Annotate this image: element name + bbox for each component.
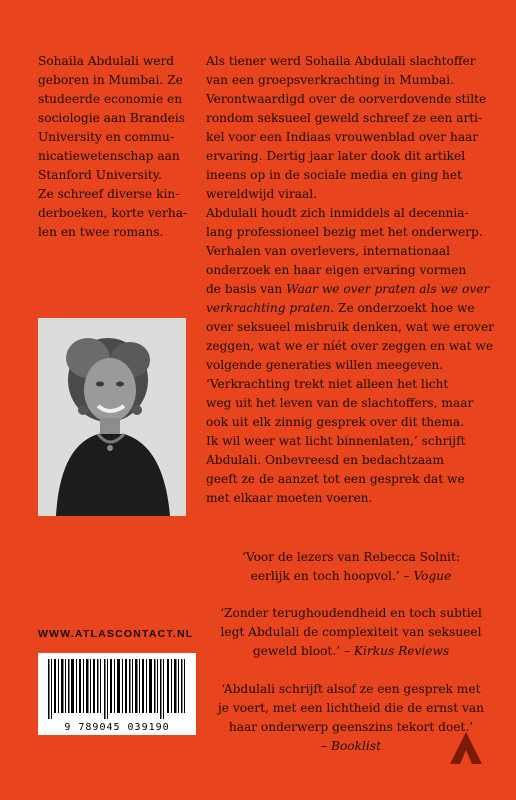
blurb-line: ervaring. Dertig jaar later dook dit artikel xyxy=(206,149,466,163)
blurb-line: ineens op in de sociale media en ging het xyxy=(206,168,462,182)
blurb-line: kel voor een Indiaas vrouwenblad over haar xyxy=(206,130,479,144)
blurb-line: over seksueel misbruik denken, wat we erover xyxy=(206,320,494,334)
blurb-line: weg uit het leven van de slachtoffers, maar xyxy=(206,396,474,410)
blurb-line: wereldwijd viraal. xyxy=(206,187,318,201)
bio-line: Ze schreef diverse kin- xyxy=(38,187,180,201)
blurb-line: . Ze onderzoekt hoe we xyxy=(330,301,475,315)
quote-line: haar onderwerp geenszins tekort doet.’ xyxy=(228,720,474,734)
bio-line: nicatiewetenschap aan xyxy=(38,149,180,163)
quote-line: ‘Voor de lezers van Rebecca Solnit: xyxy=(242,550,460,564)
quote-line: – xyxy=(321,739,331,753)
barcode xyxy=(38,653,196,735)
blurb-line: onderzoek en haar eigen ervaring vormen xyxy=(206,263,467,277)
book-title: verkrachting praten xyxy=(206,301,331,315)
blurb-line: ook uit elk zinnig gesprek over dit thema. xyxy=(206,415,465,429)
quote-line: geweld bloot.’ – xyxy=(252,644,354,658)
quote-source: Kirkus Reviews xyxy=(353,644,450,658)
quote-source: Vogue xyxy=(413,569,452,583)
review-quote xyxy=(206,548,496,586)
publisher-website[interactable]: WWW.ATLASCONTACT.NL xyxy=(38,628,194,640)
quote-line: eerlijk en toch hoopvol.’ – xyxy=(250,569,414,583)
blurb-line: volgende generaties willen meegeven. xyxy=(206,358,444,372)
quote-source: Booklist xyxy=(331,739,381,753)
blurb-line: ‘Verkrachting trekt niet alleen het licht xyxy=(206,377,449,391)
blurb-line: van een groepsverkrachting in Mumbai. xyxy=(206,73,454,87)
atlas-contact-logo-icon xyxy=(448,730,484,766)
author-bio xyxy=(38,52,198,242)
blurb-line: de basis van xyxy=(206,282,287,296)
blurb xyxy=(206,52,496,508)
isbn-number: 9 789045 039190 xyxy=(64,722,170,733)
blurb-text xyxy=(206,52,496,508)
bio-line: derboeken, korte verha- xyxy=(38,206,188,220)
bio-line: Sohaila Abdulali werd xyxy=(38,54,175,68)
blurb-line: rondom seksueel geweld schreef ze een arti- xyxy=(206,111,483,125)
blurb-line: Abdulali. Onbevreesd en bedachtzaam xyxy=(206,453,444,467)
blurb-line: Abdulali houdt zich inmiddels al decennia- xyxy=(206,206,469,220)
book-title: Waar we over praten als we over xyxy=(286,282,490,296)
bio-line: Stanford University. xyxy=(38,168,162,182)
bio-line: geboren in Mumbai. Ze xyxy=(38,73,183,87)
bio-line: len en twee romans. xyxy=(38,225,164,239)
author-portrait-icon xyxy=(38,318,186,516)
bio-line: studeerde economie en xyxy=(38,92,183,106)
bio-line: sociologie aan Brandeis xyxy=(38,111,185,125)
bio-text xyxy=(38,52,198,242)
quote-line: ‘Abdulali schrijft alsof ze een gesprek met xyxy=(221,682,481,696)
quote-line: legt Abdulali de complexiteit van seksueel xyxy=(220,625,482,639)
blurb-line: zeggen, wat we er níét over zeggen en wat we xyxy=(206,339,494,353)
quote-line: ‘Zonder terughoudendheid en toch subtiel xyxy=(220,606,482,620)
quote-line: je voert, met een lichtheid die de ernst van xyxy=(217,701,485,715)
bio-line: University en commu- xyxy=(38,130,174,144)
blurb-line: Als tiener werd Sohaila Abdulali slachtoffer xyxy=(206,54,476,68)
blurb-line: Verontwaardigd over de oorverdovende stilte xyxy=(206,92,487,106)
author-photo xyxy=(38,318,186,516)
blurb-line: Verhalen van overlevers, internationaal xyxy=(206,244,451,258)
blurb-line: lang professioneel bezig met het onderwerp. xyxy=(206,225,483,239)
review-quote xyxy=(206,604,496,661)
blurb-line: geeft ze de aanzet tot een gesprek dat we xyxy=(206,472,465,486)
barcode-bars-icon xyxy=(38,653,196,723)
blurb-line: Ik wil weer wat licht binnenlaten,’ schrijft xyxy=(206,434,466,448)
blurb-line: met elkaar moeten voeren. xyxy=(206,491,373,505)
